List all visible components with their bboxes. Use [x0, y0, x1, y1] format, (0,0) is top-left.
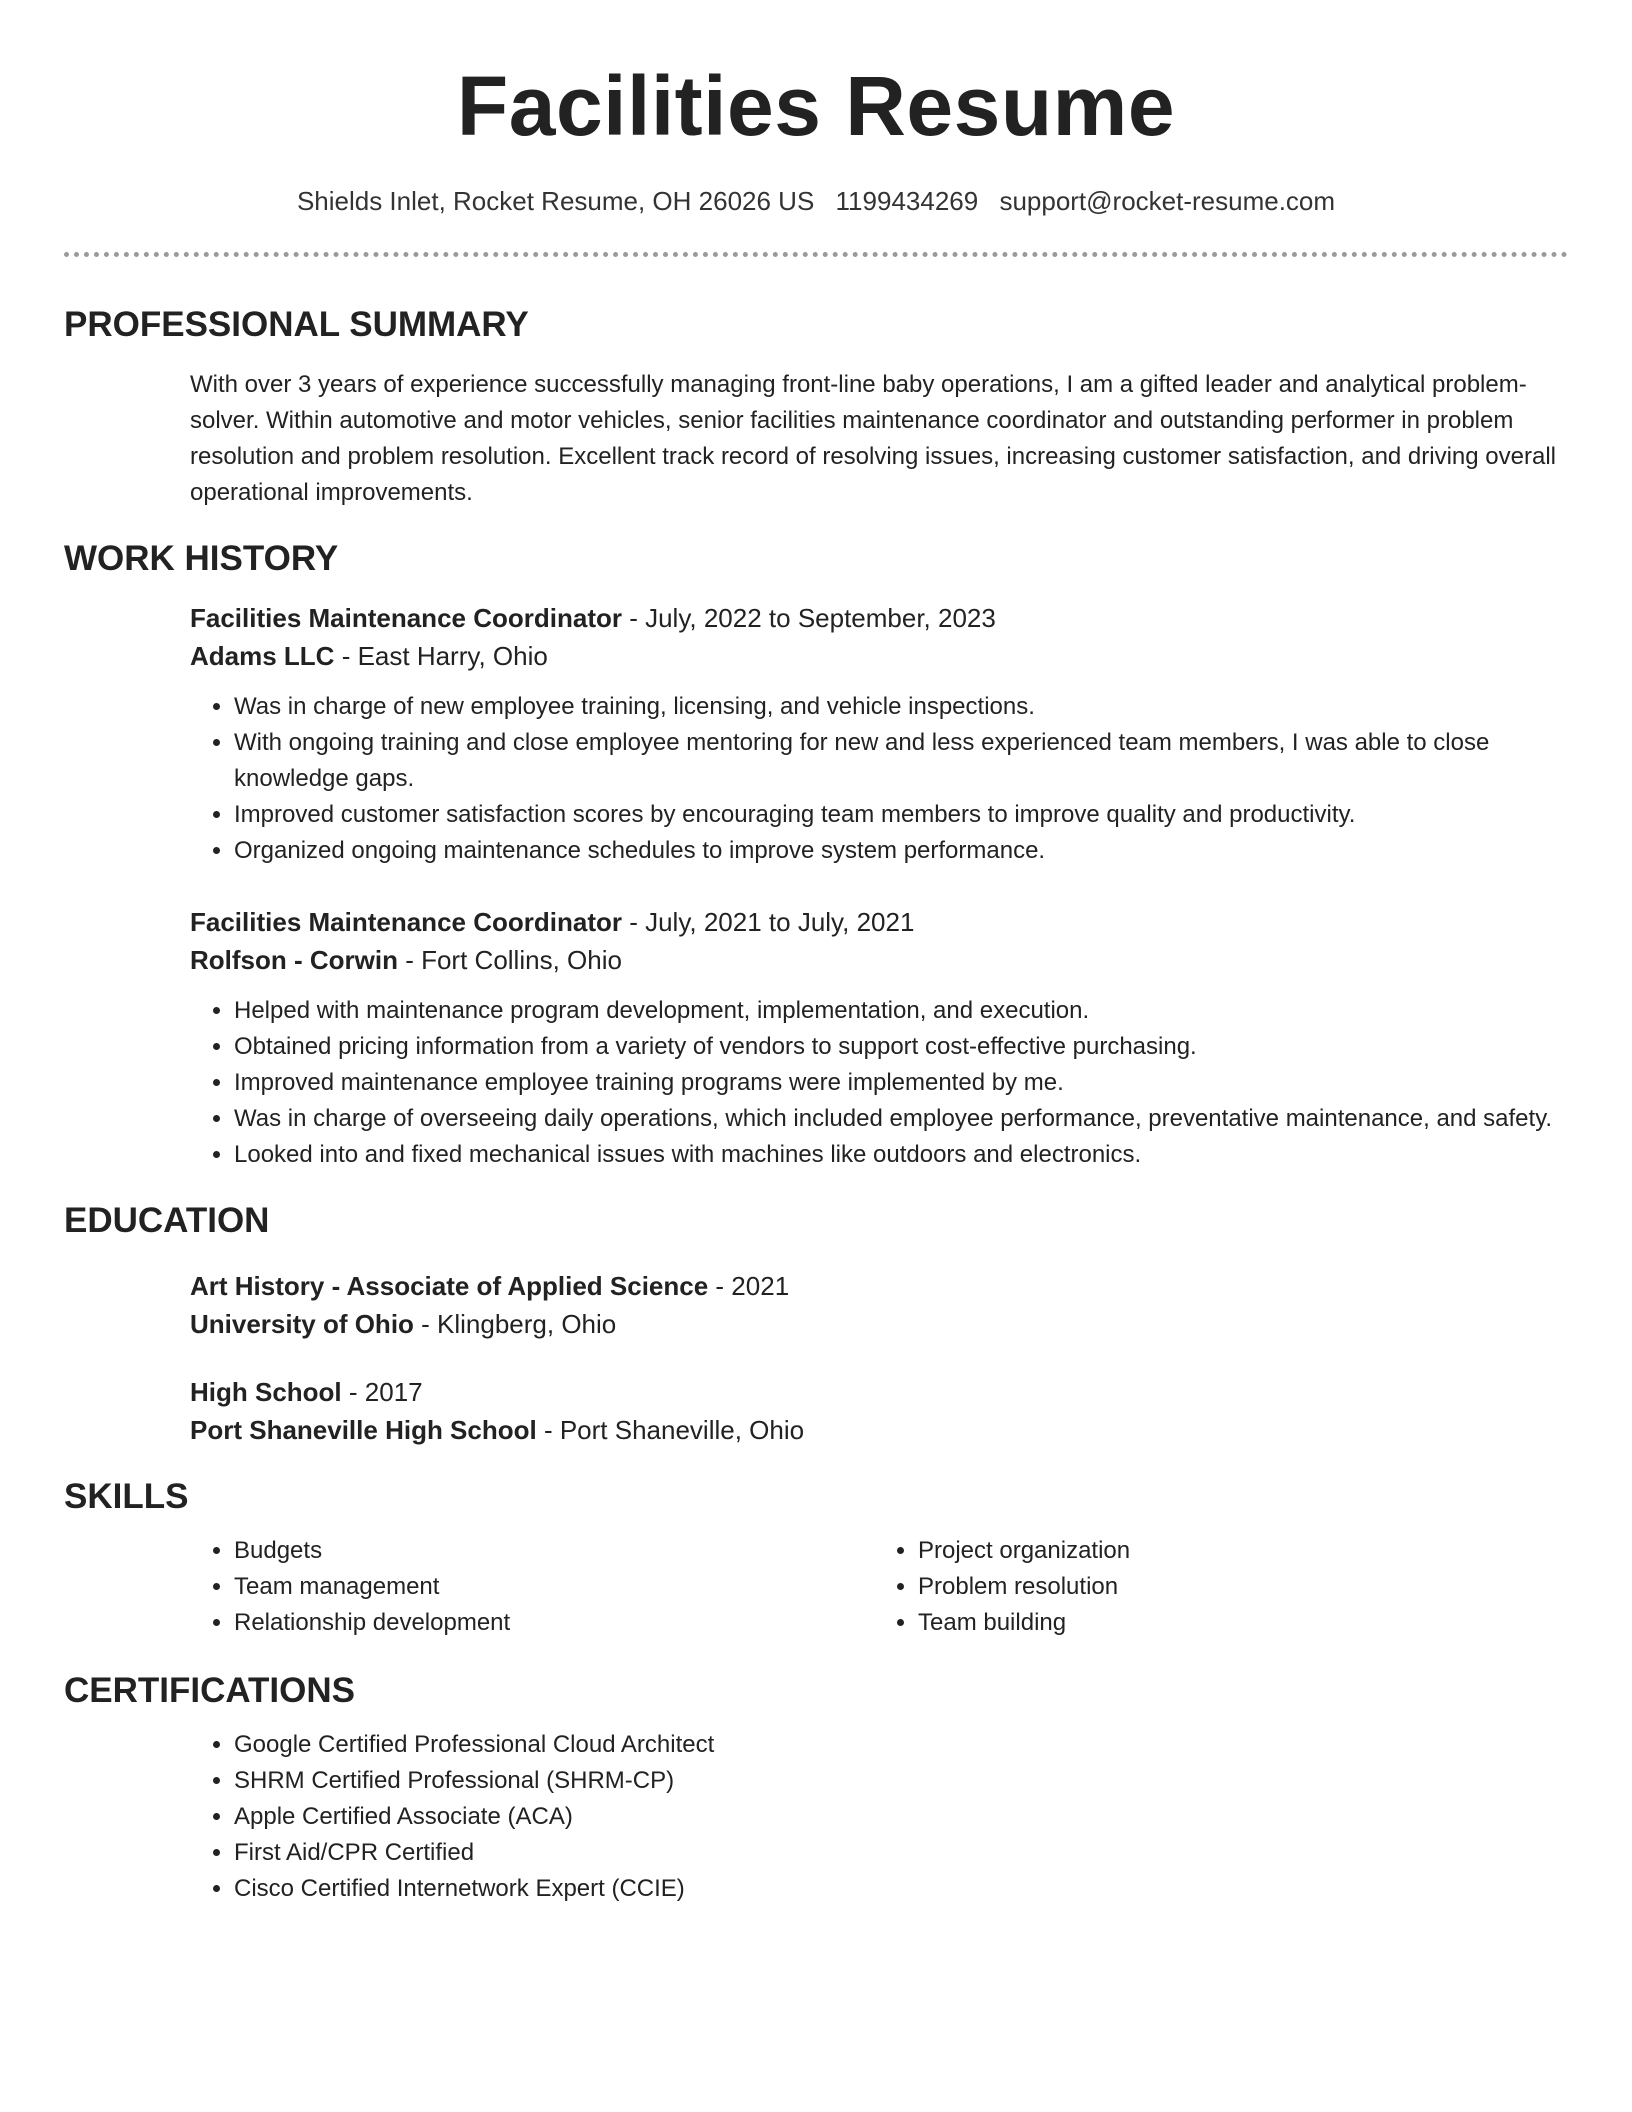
job-position: Facilities Maintenance Coordinator	[190, 603, 622, 633]
certification-item: • SHRM Certified Professional (SHRM-CP)	[234, 1763, 1558, 1799]
education-degree-line	[190, 1267, 1558, 1305]
education-year: - 2021	[708, 1271, 790, 1301]
education-location: - Port Shaneville, Ohio	[536, 1415, 805, 1445]
skills-grid	[190, 1533, 1558, 1641]
skill-item: • Project organization	[918, 1533, 1558, 1569]
education-school: University of Ohio	[190, 1309, 414, 1339]
job-title-line	[190, 599, 1558, 637]
certifications-list	[190, 1727, 1558, 1907]
job-location: - East Harry, Ohio	[334, 641, 548, 671]
education-degree: Art History - Associate of Applied Science	[190, 1271, 709, 1301]
job-company: Adams LLC	[190, 641, 335, 671]
job-bullet: • Helped with maintenance program development, implementation, and execution.	[234, 993, 1558, 1029]
contact-address: Shields Inlet, Rocket Resume, OH 26026 US	[296, 186, 815, 216]
job-bullet: • Looked into and fixed mechanical issues with machines like outdoors and electronics.	[234, 1137, 1558, 1173]
skills-column-right	[874, 1533, 1558, 1641]
job-bullet: • Improved customer satisfaction scores by encouraging team members to improve quality and productivity.	[234, 797, 1558, 833]
job-bullet: • Organized ongoing maintenance schedules to improve system performance.	[234, 833, 1558, 869]
job-bullet: • Improved maintenance employee training programs were implemented by me.	[234, 1065, 1558, 1101]
section-title-summary: PROFESSIONAL SUMMARY	[64, 305, 529, 344]
job-company: Rolfson - Corwin	[190, 945, 398, 975]
education-school-line	[190, 1411, 1558, 1449]
certification-item: • Google Certified Professional Cloud Architect	[234, 1727, 1558, 1763]
section-title-work-history: WORK HISTORY	[64, 539, 339, 578]
skill-item: • Team building	[918, 1605, 1558, 1641]
skills-column-left	[190, 1533, 874, 1641]
education-school: Port Shaneville High School	[190, 1415, 537, 1445]
certifications-bullets	[190, 1727, 1558, 1907]
skill-item: • Relationship development	[234, 1605, 874, 1641]
skill-item: • Team management	[234, 1569, 874, 1605]
job-company-line	[190, 941, 1558, 979]
education-year: - 2017	[341, 1377, 423, 1407]
education-degree-line	[190, 1373, 1558, 1411]
job-bullet: • Obtained pricing information from a variety of vendors to support cost-effective purchasing.	[234, 1029, 1558, 1065]
job-bullet: • Was in charge of overseeing daily operations, which included employee performance, preventative maintenance, and safety.	[234, 1101, 1558, 1137]
job-dates: - July, 2022 to September, 2023	[621, 603, 996, 633]
contact-line	[64, 184, 1568, 218]
certification-item: • First Aid/CPR Certified	[234, 1835, 1558, 1871]
header-divider	[64, 252, 1568, 257]
certification-item: • Apple Certified Associate (ACA)	[234, 1799, 1558, 1835]
certification-item: • Cisco Certified Internetwork Expert (CCIE)	[234, 1871, 1558, 1907]
job-entry	[190, 903, 1558, 1173]
education-school-line	[190, 1305, 1558, 1343]
summary-text: With over 3 years of experience successfully managing front-line baby operations, I am a gifted leader and analytical problem-solver. Within automotive and motor vehicles, senior facilities maintenance coordinator and outstanding performer in problem resolution and problem resolution. Excellent track record of resolving issues, increasing customer satisfaction, and driving overall operational improvements.	[190, 371, 1556, 506]
skill-item: • Budgets	[234, 1533, 874, 1569]
job-location: - Fort Collins, Ohio	[397, 945, 622, 975]
job-company-line	[190, 637, 1558, 675]
education-entry	[190, 1373, 1558, 1449]
section-title-education: EDUCATION	[64, 1201, 270, 1240]
section-title-certifications: CERTIFICATIONS	[64, 1671, 356, 1710]
contact-phone: 1199434269	[835, 186, 979, 216]
section-title-skills: SKILLS	[64, 1477, 189, 1516]
job-title-line	[190, 903, 1558, 941]
contact-email: support@rocket-resume.com	[999, 186, 1336, 216]
education-location: - Klingberg, Ohio	[413, 1309, 617, 1339]
job-bullet: • Was in charge of new employee training, licensing, and vehicle inspections.	[234, 689, 1558, 725]
job-position: Facilities Maintenance Coordinator	[190, 907, 622, 937]
resume-title: Facilities Resume	[456, 59, 1176, 153]
education-entry	[190, 1267, 1558, 1343]
job-dates: - July, 2021 to July, 2021	[621, 907, 915, 937]
job-bullets	[190, 689, 1558, 869]
job-entry	[190, 599, 1558, 869]
skill-item: • Problem resolution	[918, 1569, 1558, 1605]
education-degree: High School	[190, 1377, 342, 1407]
job-bullets	[190, 993, 1558, 1173]
job-bullet: • With ongoing training and close employee mentoring for new and less experienced team members, I was able to close knowledge gaps.	[234, 725, 1558, 797]
